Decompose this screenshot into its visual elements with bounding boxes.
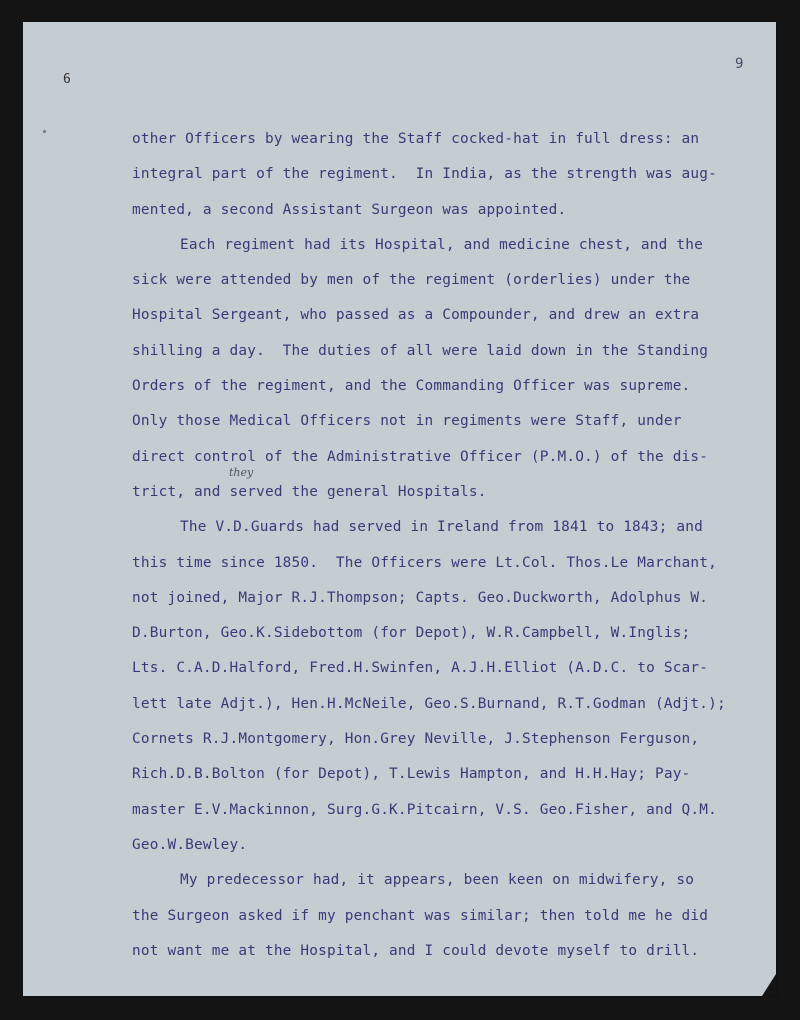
text-line: Lts. C.A.D.Halford, Fred.H.Swinfen, A.J.H.Elliot (A.D.C. to Scar- <box>132 660 709 677</box>
text-line: the Surgeon asked if my penchant was similar; then told me he did <box>132 907 709 924</box>
text-line: not joined, Major R.J.Thompson; Capts. Geo.Duckworth, Adolphus W. <box>132 589 709 606</box>
text-line: Only those Medical Officers not in regiments were Staff, under <box>132 413 682 430</box>
text-line: Geo.W.Bewley. <box>132 836 248 853</box>
margin-dot <box>43 130 46 133</box>
text-line: other Officers by wearing the Staff cocked-hat in full dress: an <box>132 131 700 147</box>
text-line: shilling a day. The duties of all were laid down in the Standing <box>132 342 709 359</box>
text-line: My predecessor had, it appears, been keen on midwifery, so <box>180 872 695 889</box>
text-line: Orders of the regiment, and the Commanding Officer was supreme. <box>132 378 691 395</box>
text-line: The V.D.Guards had served in Ireland from 1841 to 1843; and <box>180 519 703 536</box>
text-line: Each regiment had its Hospital, and medicine chest, and the <box>180 236 703 253</box>
text-line: sick were attended by men of the regiment (orderlies) under the <box>132 272 691 289</box>
page-number: 9 <box>735 56 744 72</box>
document-page <box>23 22 776 996</box>
text-line: this time since 1850. The Officers were Lt.Col. Thos.Le Marchant, <box>132 554 718 571</box>
handwritten-insertion: they <box>229 466 254 479</box>
text-line: master E.V.Mackinnon, Surg.G.K.Pitcairn, V.S. Geo.Fisher, and Q.M. <box>132 801 718 818</box>
text-line: integral part of the regiment. In India, as the strength was aug- <box>132 166 718 183</box>
body-text <box>132 122 772 969</box>
text-line: not want me at the Hospital, and I could devote myself to drill. <box>132 942 700 959</box>
text-line: Cornets R.J.Montgomery, Hon.Grey Neville, J.Stephenson Ferguson, <box>132 731 700 748</box>
corner-mark: 6 <box>63 72 71 87</box>
text-line: mented, a second Assistant Surgeon was appointed. <box>132 201 567 218</box>
text-line: direct control of the Administrative Officer (P.M.O.) of the dis- <box>132 448 709 465</box>
text-line: Rich.D.B.Bolton (for Depot), T.Lewis Hampton, and H.H.Hay; Pay- <box>132 766 691 783</box>
text-line: lett late Adjt.), Hen.H.McNeile, Geo.S.Burnand, R.T.Godman (Adjt.); <box>132 695 726 712</box>
text-line: Hospital Sergeant, who passed as a Compounder, and drew an extra <box>132 307 700 324</box>
text-line: D.Burton, Geo.K.Sidebottom (for Depot), W.R.Campbell, W.Inglis; <box>132 625 691 642</box>
text-line: trict, and served the general Hospitals. <box>132 483 487 500</box>
page-corner-fold <box>762 974 776 996</box>
